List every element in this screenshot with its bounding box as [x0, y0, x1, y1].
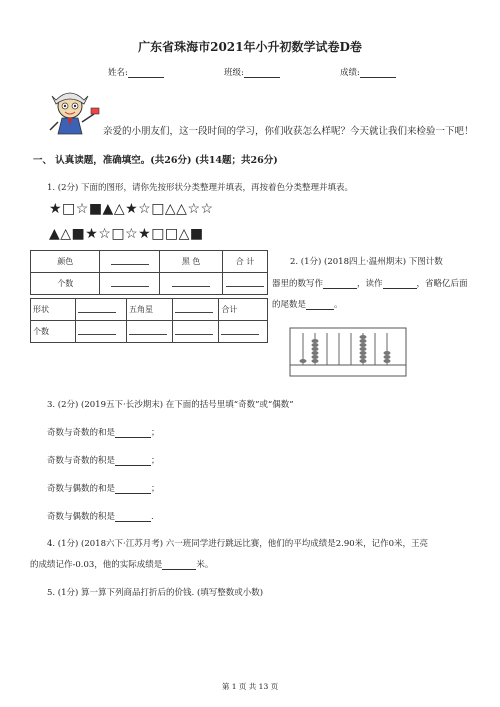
count-header: 个数: [31, 273, 100, 295]
total-header: 合 计: [223, 251, 268, 273]
shape-header: 形状: [31, 299, 76, 321]
total-header-2: 合计: [219, 299, 268, 321]
shape-count-cell[interactable]: [76, 321, 127, 343]
shapes-row-1: ★□☆■▲△★☆□△△☆☆: [49, 201, 214, 217]
question-5: 5. (1分) 算一算下列商品打折后的价钱. (填写整数或小数): [47, 588, 264, 598]
q2-blank-3[interactable]: [306, 300, 334, 310]
mascot-image: [40, 90, 102, 140]
shape-table: [30, 298, 268, 343]
score-blank[interactable]: [360, 68, 396, 78]
page-title: 广东省珠海市2021年小升初数学试卷D卷: [138, 40, 362, 54]
black-header: 黑 色: [160, 251, 223, 273]
shape-count-cell[interactable]: [127, 321, 173, 343]
color-cell[interactable]: [100, 251, 160, 273]
question-2-line-2: 器里的数写作 ，读作 ，省略亿后面: [272, 279, 468, 289]
name-blank[interactable]: [128, 68, 164, 78]
question-3: 3. (2分) (2019五下·长沙期末) 在下面的括号里填“奇数”或“偶数”: [47, 400, 294, 410]
section-1-heading: 一、 认真读题，准确填空。(共26分) (共14题；共26分): [33, 155, 278, 166]
q3-item-4: 奇数与偶数的积是 .: [47, 512, 154, 522]
question-1: 1. (2分) 下面的图形，请你先按形状分类整理并填表，再按着色分类整理并填表。: [47, 183, 354, 193]
q3-blank-3[interactable]: [115, 484, 151, 494]
name-label: 姓名:: [108, 68, 128, 78]
score-field[interactable]: [340, 66, 396, 78]
question-2-line-3: 的尾数是 。: [272, 300, 343, 310]
q3-blank-4[interactable]: [115, 512, 151, 522]
star-header: 五角星: [127, 299, 173, 321]
count-header-2: 个数: [31, 321, 76, 343]
count-cell[interactable]: [223, 273, 268, 295]
question-4-line-2: 的成绩记作-0.03，他的实际成绩是 米。: [30, 560, 214, 570]
class-blank[interactable]: [244, 68, 280, 78]
q4-blank[interactable]: [162, 560, 196, 570]
q3-item-3: 奇数与偶数的和是 ；: [47, 484, 160, 494]
count-cell[interactable]: [160, 273, 223, 295]
q2-blank-2[interactable]: [383, 279, 417, 289]
color-header: 颜色: [31, 251, 100, 273]
name-field[interactable]: [108, 66, 164, 78]
class-field[interactable]: [224, 66, 280, 78]
class-label: 班级:: [224, 68, 244, 78]
q3-blank-2[interactable]: [115, 456, 151, 466]
abacus-image: [289, 327, 407, 377]
q3-blank-1[interactable]: [115, 428, 151, 438]
shape-count-cell[interactable]: [219, 321, 268, 343]
count-cell[interactable]: [100, 273, 160, 295]
shape-cell[interactable]: [76, 299, 127, 321]
intro-text: 亲爱的小朋友们，这一段时间的学习，你们收获怎么样呢？今天就让我们来检验一下吧！: [103, 126, 474, 137]
score-label: 成绩:: [340, 68, 360, 78]
page-footer: 第 1 页 共 13 页: [221, 682, 279, 691]
question-2-line-1: 2. (1分) (2018四上·温州期末) 下图计数: [290, 257, 443, 267]
q3-item-1: 奇数与奇数的和是 ；: [47, 428, 160, 438]
question-4-line-1: 4. (1分) (2018六下·江苏月考) 六一班同学进行跳远比赛，他们的平均成绩是2.90米，记作0米，王亮: [47, 539, 429, 549]
q3-item-2: 奇数与奇数的积是 ；: [47, 456, 160, 466]
shape-count-cell[interactable]: [173, 321, 219, 343]
q2-blank-1[interactable]: [323, 279, 357, 289]
shape-cell[interactable]: [173, 299, 219, 321]
color-table: [30, 250, 268, 295]
shapes-row-2: ▲△■★☆□☆★□□△■: [49, 226, 204, 242]
